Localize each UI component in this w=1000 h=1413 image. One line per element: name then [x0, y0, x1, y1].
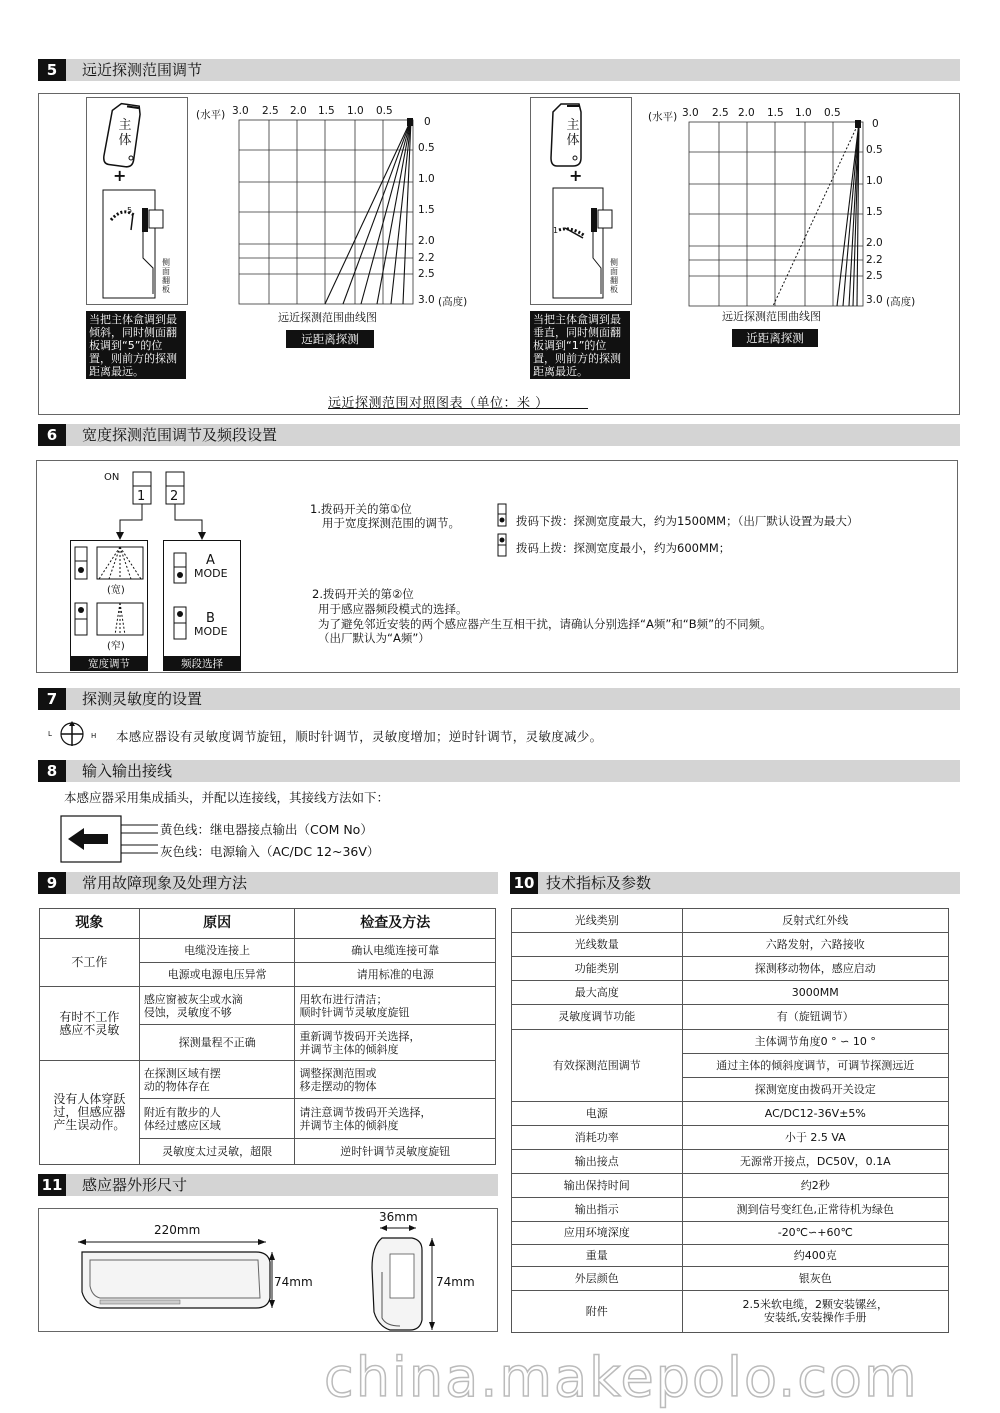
- dip1-up-text: 拨码上拨：探测宽度最小，约为600MM；: [516, 541, 731, 555]
- spec-key: 光线数量: [512, 933, 683, 957]
- y-tick: 0.5: [866, 144, 883, 156]
- section-number: 6: [38, 424, 66, 446]
- wide-label: (宽): [107, 585, 125, 596]
- spec-key: 功能类别: [512, 957, 683, 981]
- range-chart-near: [645, 100, 925, 330]
- plus-sign: +: [113, 166, 127, 185]
- axis-horizontal-label: (水平): [648, 111, 678, 123]
- device-illustration-near: [530, 97, 632, 305]
- method-cell: 逆时针调节灵敏度旋钮: [295, 1139, 496, 1165]
- y-tick: 1.5: [866, 206, 883, 218]
- plus-sign: +: [569, 166, 583, 185]
- switch-1-label: 1: [137, 489, 146, 504]
- spec-key: 电源: [512, 1101, 683, 1125]
- y-tick: 2.0: [418, 235, 435, 247]
- spec-value: -20℃∽+60℃: [682, 1222, 948, 1244]
- spec-key: 最大高度: [512, 981, 683, 1005]
- cause-cell: 电源或电源电压异常: [139, 963, 295, 987]
- sensitivity-knob-icon: [56, 720, 90, 748]
- curve-title: 远近探测范围曲线图: [722, 310, 821, 323]
- x-tick: 2.5: [712, 107, 729, 119]
- y-tick: 2.2: [866, 254, 883, 266]
- height-dimension-side: 74mm: [436, 1275, 475, 1289]
- device-illustration-far: [86, 97, 188, 305]
- y-tick: 2.2: [418, 252, 435, 264]
- spec-value: 探测宽度由拨码开关设定: [682, 1077, 948, 1101]
- gray-wire-text: 灰色线：电源输入（AC/DC 12~36V）: [160, 844, 380, 859]
- method-cell: 调整探测范围或 移走摆动的物体: [295, 1061, 496, 1099]
- method-cell: 请注意调节拨码开关选择， 并调节主体的倾斜度: [295, 1099, 496, 1139]
- section-title: 宽度探测范围调节及频段设置: [82, 426, 278, 444]
- section-title: 常用故障现象及处理方法: [82, 874, 248, 892]
- x-tick: 1.5: [318, 105, 335, 117]
- section-10-header: [510, 872, 960, 894]
- section-number: 7: [38, 688, 66, 710]
- mode-a-letter: A: [206, 553, 215, 568]
- section-title: 感应器外形尺寸: [82, 1176, 188, 1194]
- spec-key: 外层颜色: [512, 1266, 683, 1290]
- section-number: 8: [38, 760, 66, 782]
- y-tick: 0: [424, 116, 431, 128]
- symptom-cell: 不工作: [40, 939, 140, 987]
- dip-switch-diagram: [60, 468, 250, 548]
- x-tick: 0.5: [824, 107, 841, 119]
- main-body-label: 主 体: [118, 118, 132, 148]
- dial-value: 1: [553, 226, 559, 235]
- footer-underline: [328, 408, 588, 409]
- axis-height-label: (高度): [886, 296, 916, 308]
- method-cell: 请用标准的电源: [295, 963, 496, 987]
- tilt-note-far: 当把主体盒调到最倾斜，同时侧面翻板调到“5”的位置，则前方的探测距离最远。: [86, 311, 186, 379]
- near-mode-label: 近距离探测: [732, 329, 818, 347]
- spec-key: 输出指示: [512, 1198, 683, 1222]
- section-8-header: [38, 760, 960, 782]
- spec-value: 3000MM: [682, 981, 948, 1005]
- dip2-line1: 用于感应器频段模式的选择。: [318, 602, 468, 616]
- cause-cell: 感应窗被灰尘或水滴 侵蚀，灵敏度不够: [139, 987, 295, 1025]
- x-tick: 2.0: [738, 107, 755, 119]
- spec-key: 输出接点: [512, 1150, 683, 1174]
- spec-value: 主体调节角度0 ° ∽ 10 °: [682, 1029, 948, 1053]
- far-mode-label: 远距离探测: [286, 330, 374, 348]
- yellow-wire-text: 黄色线：继电器接点输出（COM No）: [160, 822, 373, 837]
- section-title: 远近探测范围调节: [82, 61, 203, 79]
- section-number: 11: [38, 1174, 66, 1196]
- cause-cell: 附近有散步的人 体经过感应区域: [139, 1099, 295, 1139]
- method-cell: 用软布进行清洁； 顺时针调节灵敏度旋钮: [295, 987, 496, 1025]
- knob-l-label: L: [48, 730, 52, 738]
- section-number: 10: [510, 872, 538, 894]
- section-title: 技术指标及参数: [546, 874, 652, 892]
- connector-plug-icon: [60, 812, 170, 864]
- spec-value: 反射式红外线: [682, 909, 948, 933]
- section-7-header: [38, 688, 960, 710]
- y-tick: 2.0: [866, 237, 883, 249]
- x-tick: 1.0: [795, 107, 812, 119]
- spec-value: 探测移动物体，感应启动: [682, 957, 948, 981]
- side-flip-label: 侧 面 翻 板: [162, 258, 170, 294]
- y-tick: 2.5: [866, 270, 883, 282]
- wiring-intro: 本感应器采用集成插头，并配以连接线，其接线方法如下：: [64, 790, 390, 805]
- y-tick: 3.0: [418, 294, 435, 306]
- spec-value: 2.5米软电缆，2颗安装镙丝， 安装纸,安装操作手册: [682, 1290, 948, 1332]
- y-tick: 1.0: [418, 173, 435, 185]
- section-number: 9: [38, 872, 66, 894]
- troubleshooting-table: [39, 908, 496, 1165]
- y-tick: 1.0: [866, 175, 883, 187]
- spec-value: 小于 2.5 VA: [682, 1125, 948, 1149]
- x-tick: 0.5: [376, 105, 393, 117]
- watermark: china.makepolo.com: [324, 1346, 919, 1409]
- cause-cell: 电缆没连接上: [139, 939, 295, 963]
- symptom-cell: 有时不工作 感应不灵敏: [40, 987, 140, 1061]
- width-dimension: 220mm: [154, 1223, 201, 1237]
- spec-key: 灵敏度调节功能: [512, 1005, 683, 1029]
- y-tick: 3.0: [866, 294, 883, 306]
- width-adjust-label: 宽度调节: [70, 657, 148, 671]
- spec-value: 无源常开接点，DC50V，0.1A: [682, 1150, 948, 1174]
- frequency-switch-icon: [164, 541, 242, 658]
- axis-horizontal-label: (水平): [196, 109, 226, 121]
- header-cause: 原因: [139, 909, 295, 939]
- switch-up-icon: [497, 533, 507, 557]
- spec-value: AC/DC12-36V±5%: [682, 1101, 948, 1125]
- spec-value: 测到信号变红色,正常待机为绿色: [682, 1198, 948, 1222]
- spec-value: 约400克: [682, 1244, 948, 1266]
- symptom-cell: 没有人体穿跃 过，但感应器 产生误动作。: [40, 1061, 140, 1165]
- narrow-label: (窄): [107, 641, 125, 652]
- spec-key: 应用环境深度: [512, 1222, 683, 1244]
- header-symptom: 现象: [40, 909, 140, 939]
- dip1-down-text: 拨码下拨：探测宽度最大，约为1500MM；（出厂默认设置为最大）: [516, 514, 859, 528]
- sensor-device-icon: [87, 98, 187, 304]
- range-chart-footer: 远近探测范围对照图表（单位：米 ）: [328, 396, 549, 411]
- method-cell: 重新调节拨码开关选择， 并调节主体的倾斜度: [295, 1025, 496, 1061]
- x-tick: 3.0: [682, 107, 699, 119]
- spec-value: 通过主体的倾斜度调节，可调节探测远近: [682, 1053, 948, 1077]
- section-number: 5: [38, 59, 66, 81]
- x-tick: 3.0: [232, 105, 249, 117]
- height-dimension-front: 74mm: [274, 1275, 313, 1289]
- main-body-label: 主 体: [566, 118, 580, 148]
- cause-cell: 灵敏度太过灵敏，超限: [139, 1139, 295, 1165]
- switch-down-icon: [497, 503, 507, 527]
- y-tick: 0.5: [418, 142, 435, 154]
- frequency-select-label: 频段选择: [163, 657, 241, 671]
- section-5-header: [38, 59, 960, 81]
- switch-2-label: 2: [170, 489, 179, 504]
- spec-value: 约2秒: [682, 1174, 948, 1198]
- method-cell: 确认电缆连接可靠: [295, 939, 496, 963]
- on-label: ON: [104, 472, 120, 483]
- section-title: 探测灵敏度的设置: [82, 690, 203, 708]
- spec-key: 有效探测范围调节: [512, 1029, 683, 1101]
- dial-value: 5: [127, 206, 133, 215]
- width-adjust-box: [70, 540, 148, 657]
- x-tick: 2.0: [290, 105, 307, 117]
- spec-key: 输出保持时间: [512, 1174, 683, 1198]
- x-tick: 1.5: [767, 107, 784, 119]
- spec-key: 附件: [512, 1290, 683, 1332]
- spec-key: 光线类别: [512, 909, 683, 933]
- dip2-title: 2.拨码开关的第②位: [312, 587, 414, 601]
- y-tick: 2.5: [418, 268, 435, 280]
- tilt-note-near: 当把主体盒调到最垂直，同时侧面翻板调到“1”的位置，则前方的探测距离最近。: [530, 311, 630, 379]
- x-tick: 1.0: [347, 105, 364, 117]
- cause-cell: 在探测区域有摆 动的物体存在: [139, 1061, 295, 1099]
- spec-value: 银灰色: [682, 1266, 948, 1290]
- curve-title: 远近探测范围曲线图: [278, 311, 377, 324]
- frequency-select-box: [163, 540, 241, 657]
- depth-dimension: 36mm: [379, 1210, 418, 1224]
- mode-b-word: MODE: [194, 625, 228, 638]
- header-method: 检查及方法: [295, 909, 496, 939]
- dip2-line3: （出厂默认为“A频”）: [318, 631, 430, 645]
- y-tick: 0: [872, 118, 879, 130]
- cause-cell: 探测量程不正确: [139, 1025, 295, 1061]
- sensitivity-text: 本感应器设有灵敏度调节旋钮，顺时针调节，灵敏度增加；逆时针调节，灵敏度减少。: [116, 729, 603, 744]
- y-tick: 1.5: [418, 204, 435, 216]
- spec-key: 重量: [512, 1244, 683, 1266]
- spec-value: 有（旋钮调节）: [682, 1005, 948, 1029]
- side-flip-label: 侧 面 翻 板: [610, 258, 618, 294]
- section-9-header: [38, 872, 498, 894]
- section-title: 输入输出接线: [82, 762, 173, 780]
- dip2-line2: 为了避免邻近安装的两个感应器产生互相干扰，请确认分别选择“A频”和“B频”的不同频。: [318, 617, 772, 631]
- x-tick: 2.5: [262, 105, 279, 117]
- dip1-title: 1.拨码开关的第①位: [310, 502, 412, 516]
- section-11-header: [38, 1174, 498, 1196]
- spec-value: 六路发射，六路接收: [682, 933, 948, 957]
- spec-table: [511, 908, 949, 1333]
- section-6-header: [38, 424, 960, 446]
- spec-key: 消耗功率: [512, 1125, 683, 1149]
- dip1-subtitle: 用于宽度探测范围的调节。: [322, 516, 460, 530]
- mode-b-letter: B: [206, 611, 215, 626]
- knob-h-label: H: [91, 732, 97, 740]
- axis-height-label: (高度): [438, 296, 468, 308]
- mode-a-word: MODE: [194, 567, 228, 580]
